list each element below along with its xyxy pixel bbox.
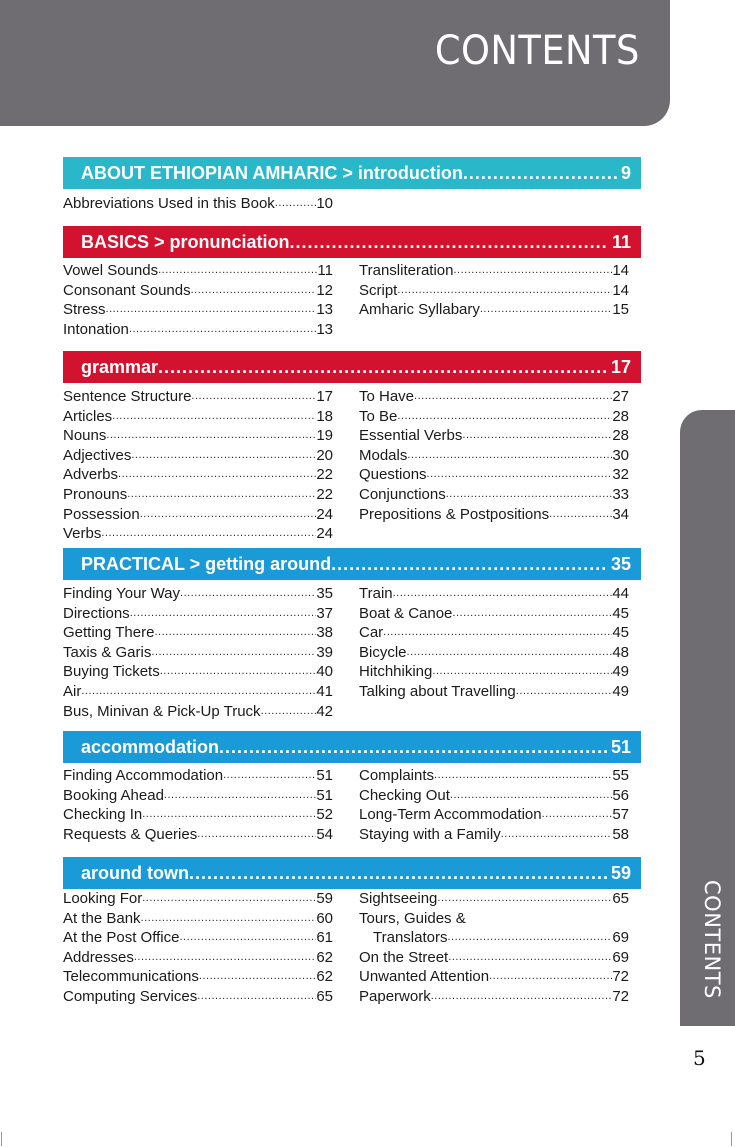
dot-leader bbox=[480, 300, 612, 320]
entry-label: Booking Ahead bbox=[63, 786, 164, 804]
dot-leader bbox=[414, 387, 612, 407]
dot-leader bbox=[134, 948, 316, 968]
toc-entry[interactable] bbox=[359, 623, 629, 643]
dot-leader bbox=[129, 320, 316, 340]
toc-entry[interactable] bbox=[359, 825, 629, 845]
toc-entry[interactable] bbox=[63, 967, 333, 987]
entries-column-left bbox=[63, 261, 333, 339]
toc-entry[interactable] bbox=[359, 948, 629, 968]
toc-entry[interactable] bbox=[63, 446, 333, 466]
dot-leader bbox=[432, 662, 612, 682]
entries-column-left bbox=[63, 584, 333, 721]
toc-entry[interactable] bbox=[359, 766, 629, 786]
entry-page-number: 39 bbox=[316, 643, 333, 661]
entry-label: Checking Out bbox=[359, 786, 450, 804]
entry-page-number: 19 bbox=[316, 427, 333, 445]
dot-leader bbox=[448, 948, 612, 968]
entry-page-number: 48 bbox=[612, 643, 629, 661]
entry-label: Tours, Guides & bbox=[359, 909, 466, 927]
dot-leader bbox=[81, 682, 316, 702]
dot-leader bbox=[542, 805, 613, 825]
toc-entry[interactable] bbox=[359, 387, 629, 407]
entry-label: Telecommunications bbox=[63, 968, 199, 986]
dot-leader bbox=[199, 967, 316, 987]
entry-page-number: 33 bbox=[612, 485, 629, 503]
entry-page-number: 34 bbox=[612, 505, 629, 523]
dot-leader bbox=[191, 387, 316, 407]
dot-leader bbox=[453, 261, 612, 281]
toc-entry[interactable] bbox=[359, 786, 629, 806]
toc-entry[interactable] bbox=[63, 909, 333, 929]
toc-entry[interactable] bbox=[63, 194, 333, 214]
entry-page-number: 22 bbox=[316, 485, 333, 503]
dot-leader bbox=[189, 857, 607, 889]
section-title: ABOUT ETHIOPIAN AMHARIC > introduction bbox=[81, 163, 463, 183]
dot-leader bbox=[407, 643, 613, 663]
dot-leader bbox=[131, 446, 316, 466]
toc-entry[interactable] bbox=[359, 805, 629, 825]
entry-page-number: 30 bbox=[612, 446, 629, 464]
entry-label: Modals bbox=[359, 446, 408, 464]
toc-entry[interactable] bbox=[359, 485, 629, 505]
dot-leader bbox=[463, 157, 617, 189]
section-page-number: 51 bbox=[610, 737, 631, 757]
dot-leader bbox=[191, 281, 317, 301]
section-title: grammar bbox=[81, 357, 159, 377]
entry-page-number: 38 bbox=[316, 624, 333, 642]
entry-label: Air bbox=[63, 682, 82, 700]
entry-page-number: 14 bbox=[612, 281, 629, 299]
entry-page-number: 56 bbox=[612, 786, 629, 804]
dot-leader bbox=[160, 662, 317, 682]
entry-page-number: 40 bbox=[316, 663, 333, 681]
dot-leader bbox=[141, 909, 317, 929]
dot-leader bbox=[127, 485, 316, 505]
section-page-number: 9 bbox=[620, 163, 631, 183]
dot-leader bbox=[331, 548, 607, 580]
entry-label: To Be bbox=[359, 407, 398, 425]
entry-label: Translators bbox=[373, 929, 448, 947]
dot-leader bbox=[447, 928, 612, 948]
entry-page-number: 41 bbox=[316, 682, 333, 700]
entry-label: Possession bbox=[63, 505, 140, 523]
section-header[interactable] bbox=[63, 226, 641, 258]
toc-entry[interactable] bbox=[63, 825, 333, 845]
dot-leader bbox=[290, 226, 608, 258]
entry-label: Conjunctions bbox=[359, 485, 446, 503]
section-title: BASICS > pronunciation bbox=[81, 232, 290, 252]
entry-label: Addresses bbox=[63, 948, 134, 966]
entry-page-number: 15 bbox=[612, 301, 629, 319]
section-header[interactable] bbox=[63, 731, 641, 763]
entry-label: Paperwork bbox=[359, 987, 431, 1005]
toc-entry[interactable] bbox=[63, 987, 333, 1007]
entry-page-number: 17 bbox=[316, 388, 333, 405]
toc-entry[interactable] bbox=[359, 643, 629, 663]
entry-label: Nouns bbox=[63, 427, 107, 445]
entry-page-number: 55 bbox=[612, 767, 629, 784]
toc-entry[interactable] bbox=[63, 928, 333, 948]
section-page-number: 35 bbox=[610, 554, 631, 574]
entry-page-number: 28 bbox=[612, 407, 629, 425]
toc-entry[interactable] bbox=[63, 805, 333, 825]
dot-leader bbox=[383, 623, 612, 643]
section-entries bbox=[63, 584, 633, 721]
entry-label: Script bbox=[359, 281, 398, 299]
dot-leader bbox=[180, 584, 316, 604]
entries-column-right bbox=[359, 766, 629, 844]
entry-label: Sentence Structure bbox=[63, 388, 192, 405]
entry-label: Stress bbox=[63, 301, 106, 319]
dot-leader bbox=[489, 967, 612, 987]
dot-leader bbox=[452, 604, 612, 624]
entries-column-right bbox=[359, 889, 629, 1007]
toc-entry[interactable] bbox=[63, 889, 333, 909]
dot-leader bbox=[130, 604, 317, 624]
dot-leader bbox=[397, 281, 612, 301]
page-number: 5 bbox=[693, 1046, 706, 1070]
entry-page-number: 11 bbox=[317, 262, 333, 279]
dot-leader bbox=[101, 524, 316, 544]
toc-entry[interactable] bbox=[63, 320, 333, 340]
toc-entry[interactable] bbox=[359, 261, 629, 281]
entry-page-number: 37 bbox=[316, 604, 333, 622]
section-title: PRACTICAL > getting around bbox=[81, 554, 332, 574]
dot-leader bbox=[164, 786, 316, 806]
dot-leader bbox=[151, 643, 316, 663]
entry-page-number: 13 bbox=[316, 301, 333, 319]
entry-page-number: 51 bbox=[316, 786, 333, 804]
toc-entry[interactable] bbox=[359, 682, 629, 702]
toc-entry[interactable] bbox=[63, 662, 333, 682]
toc-entry[interactable] bbox=[359, 281, 629, 301]
toc-entry[interactable] bbox=[63, 786, 333, 806]
section-entries bbox=[63, 889, 633, 1007]
entry-page-number: 12 bbox=[316, 281, 333, 299]
entry-label: Bicycle bbox=[359, 643, 407, 661]
section-page-number: 11 bbox=[611, 232, 631, 252]
entry-page-number: 69 bbox=[612, 929, 629, 947]
dot-leader bbox=[118, 465, 316, 485]
entry-page-number: 72 bbox=[612, 968, 629, 986]
dot-leader bbox=[407, 446, 612, 466]
entry-page-number: 22 bbox=[316, 466, 333, 484]
toc-entry[interactable] bbox=[63, 485, 333, 505]
entry-label: Checking In bbox=[63, 806, 143, 824]
toc-entry[interactable] bbox=[63, 584, 333, 604]
toc-entry[interactable] bbox=[359, 446, 629, 466]
entry-label: Getting There bbox=[63, 624, 155, 642]
entry-label: Long-Term Accommodation bbox=[359, 806, 542, 824]
entry-label: Abbreviations Used in this Book bbox=[63, 195, 275, 212]
crop-mark-right bbox=[731, 1132, 732, 1146]
entry-label: Staying with a Family bbox=[359, 825, 501, 843]
section-entries bbox=[63, 194, 633, 214]
section-entries bbox=[63, 766, 633, 844]
section-header[interactable] bbox=[63, 548, 641, 580]
dot-leader bbox=[154, 623, 316, 643]
dot-leader bbox=[516, 682, 613, 702]
section-header[interactable] bbox=[63, 857, 641, 889]
entry-label: At the Post Office bbox=[63, 929, 180, 947]
entry-label: Sightseeing bbox=[359, 890, 438, 907]
entry-page-number: 65 bbox=[316, 987, 333, 1005]
entry-label: Essential Verbs bbox=[359, 427, 463, 445]
entry-label: Bus, Minivan & Pick-Up Truck bbox=[63, 702, 261, 720]
dot-leader bbox=[112, 407, 316, 427]
dot-leader bbox=[197, 825, 316, 845]
entry-page-number: 35 bbox=[316, 585, 333, 602]
toc-entry[interactable] bbox=[359, 967, 629, 987]
toc-entry[interactable] bbox=[359, 662, 629, 682]
entry-label: Complaints bbox=[359, 767, 435, 784]
entry-label: Talking about Travelling bbox=[359, 682, 516, 700]
toc-entry[interactable] bbox=[359, 584, 629, 604]
entry-page-number: 72 bbox=[612, 987, 629, 1005]
crop-mark-left bbox=[1, 1132, 2, 1146]
entries-column-left bbox=[63, 766, 333, 844]
toc-entry[interactable] bbox=[63, 407, 333, 427]
dot-leader bbox=[223, 766, 316, 786]
entry-page-number: 14 bbox=[612, 262, 629, 279]
entry-page-number: 10 bbox=[316, 195, 333, 212]
header-banner bbox=[0, 0, 670, 126]
entry-label: Intonation bbox=[63, 320, 129, 338]
entry-label: Hitchhiking bbox=[359, 663, 433, 681]
toc-entry[interactable] bbox=[359, 300, 629, 320]
entries-column-right bbox=[359, 387, 629, 544]
entry-page-number: 45 bbox=[612, 624, 629, 642]
entry-label: Looking For bbox=[63, 890, 143, 907]
side-tab-label: CONTENTS bbox=[700, 880, 724, 999]
dot-leader bbox=[142, 889, 316, 909]
toc-entry[interactable] bbox=[359, 987, 629, 1007]
toc-entry[interactable] bbox=[359, 604, 629, 624]
dot-leader bbox=[106, 300, 317, 320]
entry-page-number: 51 bbox=[316, 767, 333, 784]
entry-label: Amharic Syllabary bbox=[359, 301, 480, 319]
entry-label: Pronouns bbox=[63, 485, 128, 503]
entry-page-number: 52 bbox=[316, 806, 333, 824]
dot-leader bbox=[450, 786, 612, 806]
section-title: around town bbox=[81, 863, 189, 883]
entry-label: Buying Tickets bbox=[63, 663, 160, 681]
entry-page-number: 32 bbox=[612, 466, 629, 484]
entry-page-number: 57 bbox=[612, 806, 629, 824]
toc-entry[interactable] bbox=[63, 682, 333, 702]
entry-page-number: 45 bbox=[612, 604, 629, 622]
dot-leader bbox=[462, 426, 612, 446]
dot-leader bbox=[261, 702, 317, 722]
entry-label: Adverbs bbox=[63, 466, 119, 484]
section-title: accommodation bbox=[81, 737, 220, 757]
toc-entry[interactable] bbox=[63, 281, 333, 301]
toc-entry[interactable] bbox=[359, 505, 629, 525]
entry-label: Computing Services bbox=[63, 987, 198, 1005]
entry-page-number: 54 bbox=[316, 825, 333, 843]
dot-leader bbox=[501, 825, 613, 845]
toc-entry[interactable] bbox=[359, 909, 629, 929]
entry-label: Prepositions & Postpositions bbox=[359, 505, 550, 523]
toc-entry[interactable] bbox=[359, 889, 629, 909]
entry-page-number: 42 bbox=[316, 702, 333, 720]
section-entries bbox=[63, 261, 633, 339]
entry-label: Unwanted Attention bbox=[359, 968, 490, 986]
dot-leader bbox=[393, 584, 613, 604]
entry-page-number: 65 bbox=[612, 890, 629, 907]
toc-entry[interactable] bbox=[63, 702, 333, 722]
toc-entry[interactable] bbox=[359, 465, 629, 485]
dot-leader bbox=[179, 928, 316, 948]
entry-label: Vowel Sounds bbox=[63, 262, 159, 279]
toc-entry[interactable] bbox=[63, 948, 333, 968]
entry-label: At the Bank bbox=[63, 909, 141, 927]
dot-leader bbox=[446, 485, 613, 505]
entry-label: Car bbox=[359, 624, 384, 642]
toc-entry[interactable] bbox=[63, 300, 333, 320]
entry-label: Consonant Sounds bbox=[63, 281, 191, 299]
toc-entry[interactable] bbox=[63, 465, 333, 485]
entry-page-number: 58 bbox=[612, 825, 629, 843]
dot-leader bbox=[434, 766, 612, 786]
toc-entry[interactable] bbox=[63, 426, 333, 446]
entry-label: Adjectives bbox=[63, 446, 132, 464]
entry-page-number: 27 bbox=[612, 388, 629, 405]
entry-page-number: 61 bbox=[316, 929, 333, 947]
toc-entry[interactable] bbox=[359, 928, 629, 948]
entry-page-number: 62 bbox=[316, 948, 333, 966]
dot-leader bbox=[140, 505, 317, 525]
entry-page-number: 18 bbox=[316, 407, 333, 425]
entries-column-right bbox=[359, 261, 629, 339]
toc-entry[interactable] bbox=[63, 505, 333, 525]
entry-page-number: 59 bbox=[316, 890, 333, 907]
entry-page-number: 13 bbox=[316, 320, 333, 338]
dot-leader bbox=[197, 987, 316, 1007]
entry-page-number: 49 bbox=[612, 682, 629, 700]
toc-entry[interactable] bbox=[63, 261, 333, 281]
entry-label: Taxis & Garis bbox=[63, 643, 152, 661]
dot-leader bbox=[275, 194, 317, 214]
entry-label: Finding Your Way bbox=[63, 585, 181, 602]
entry-label: To Have bbox=[359, 388, 415, 405]
dot-leader bbox=[106, 426, 316, 446]
toc-entry[interactable] bbox=[63, 766, 333, 786]
entry-label: Transliteration bbox=[359, 262, 454, 279]
entry-label: Boat & Canoe bbox=[359, 604, 453, 622]
entry-label: Finding Accommodation bbox=[63, 767, 224, 784]
entry-label: Articles bbox=[63, 407, 113, 425]
toc-entry[interactable] bbox=[63, 524, 333, 544]
entries-column-left bbox=[63, 889, 333, 1007]
entry-page-number: 24 bbox=[316, 505, 333, 523]
entry-page-number: 20 bbox=[316, 446, 333, 464]
dot-leader bbox=[397, 407, 612, 427]
entries-column-right bbox=[359, 194, 629, 214]
section-entries bbox=[63, 387, 633, 544]
entry-label: Requests & Queries bbox=[63, 825, 198, 843]
dot-leader bbox=[431, 987, 613, 1007]
entries-column-left bbox=[63, 387, 333, 544]
section-header[interactable] bbox=[63, 157, 641, 189]
toc-entry[interactable] bbox=[359, 426, 629, 446]
dot-leader bbox=[158, 351, 607, 383]
entry-label: Directions bbox=[63, 604, 130, 622]
dot-leader bbox=[427, 465, 613, 485]
dot-leader bbox=[142, 805, 316, 825]
toc-entry[interactable] bbox=[63, 387, 333, 407]
entry-page-number: 62 bbox=[316, 968, 333, 986]
entry-page-number: 49 bbox=[612, 663, 629, 681]
section-page-number: 59 bbox=[610, 863, 631, 883]
entry-label: On the Street bbox=[359, 948, 449, 966]
entry-page-number: 44 bbox=[612, 585, 629, 602]
entry-label: Train bbox=[359, 585, 393, 602]
toc-entry[interactable] bbox=[63, 643, 333, 663]
section-header[interactable] bbox=[63, 351, 641, 383]
entry-page-number: 28 bbox=[612, 427, 629, 445]
entry-page-number: 24 bbox=[316, 525, 333, 543]
entry-label: Questions bbox=[359, 466, 427, 484]
dot-leader bbox=[219, 731, 607, 763]
dot-leader bbox=[466, 909, 629, 929]
entries-column-right bbox=[359, 584, 629, 721]
toc-entry[interactable] bbox=[359, 407, 629, 427]
dot-leader bbox=[158, 261, 317, 281]
page-title: CONTENTS bbox=[435, 28, 640, 74]
dot-leader bbox=[437, 889, 612, 909]
section-page-number: 17 bbox=[610, 357, 631, 377]
entries-column-left bbox=[63, 194, 333, 214]
dot-leader bbox=[549, 505, 612, 525]
entry-page-number: 60 bbox=[316, 909, 333, 927]
toc-entry[interactable] bbox=[63, 623, 333, 643]
entry-label: Verbs bbox=[63, 525, 102, 543]
toc-entry[interactable] bbox=[63, 604, 333, 624]
entry-page-number: 69 bbox=[612, 948, 629, 966]
